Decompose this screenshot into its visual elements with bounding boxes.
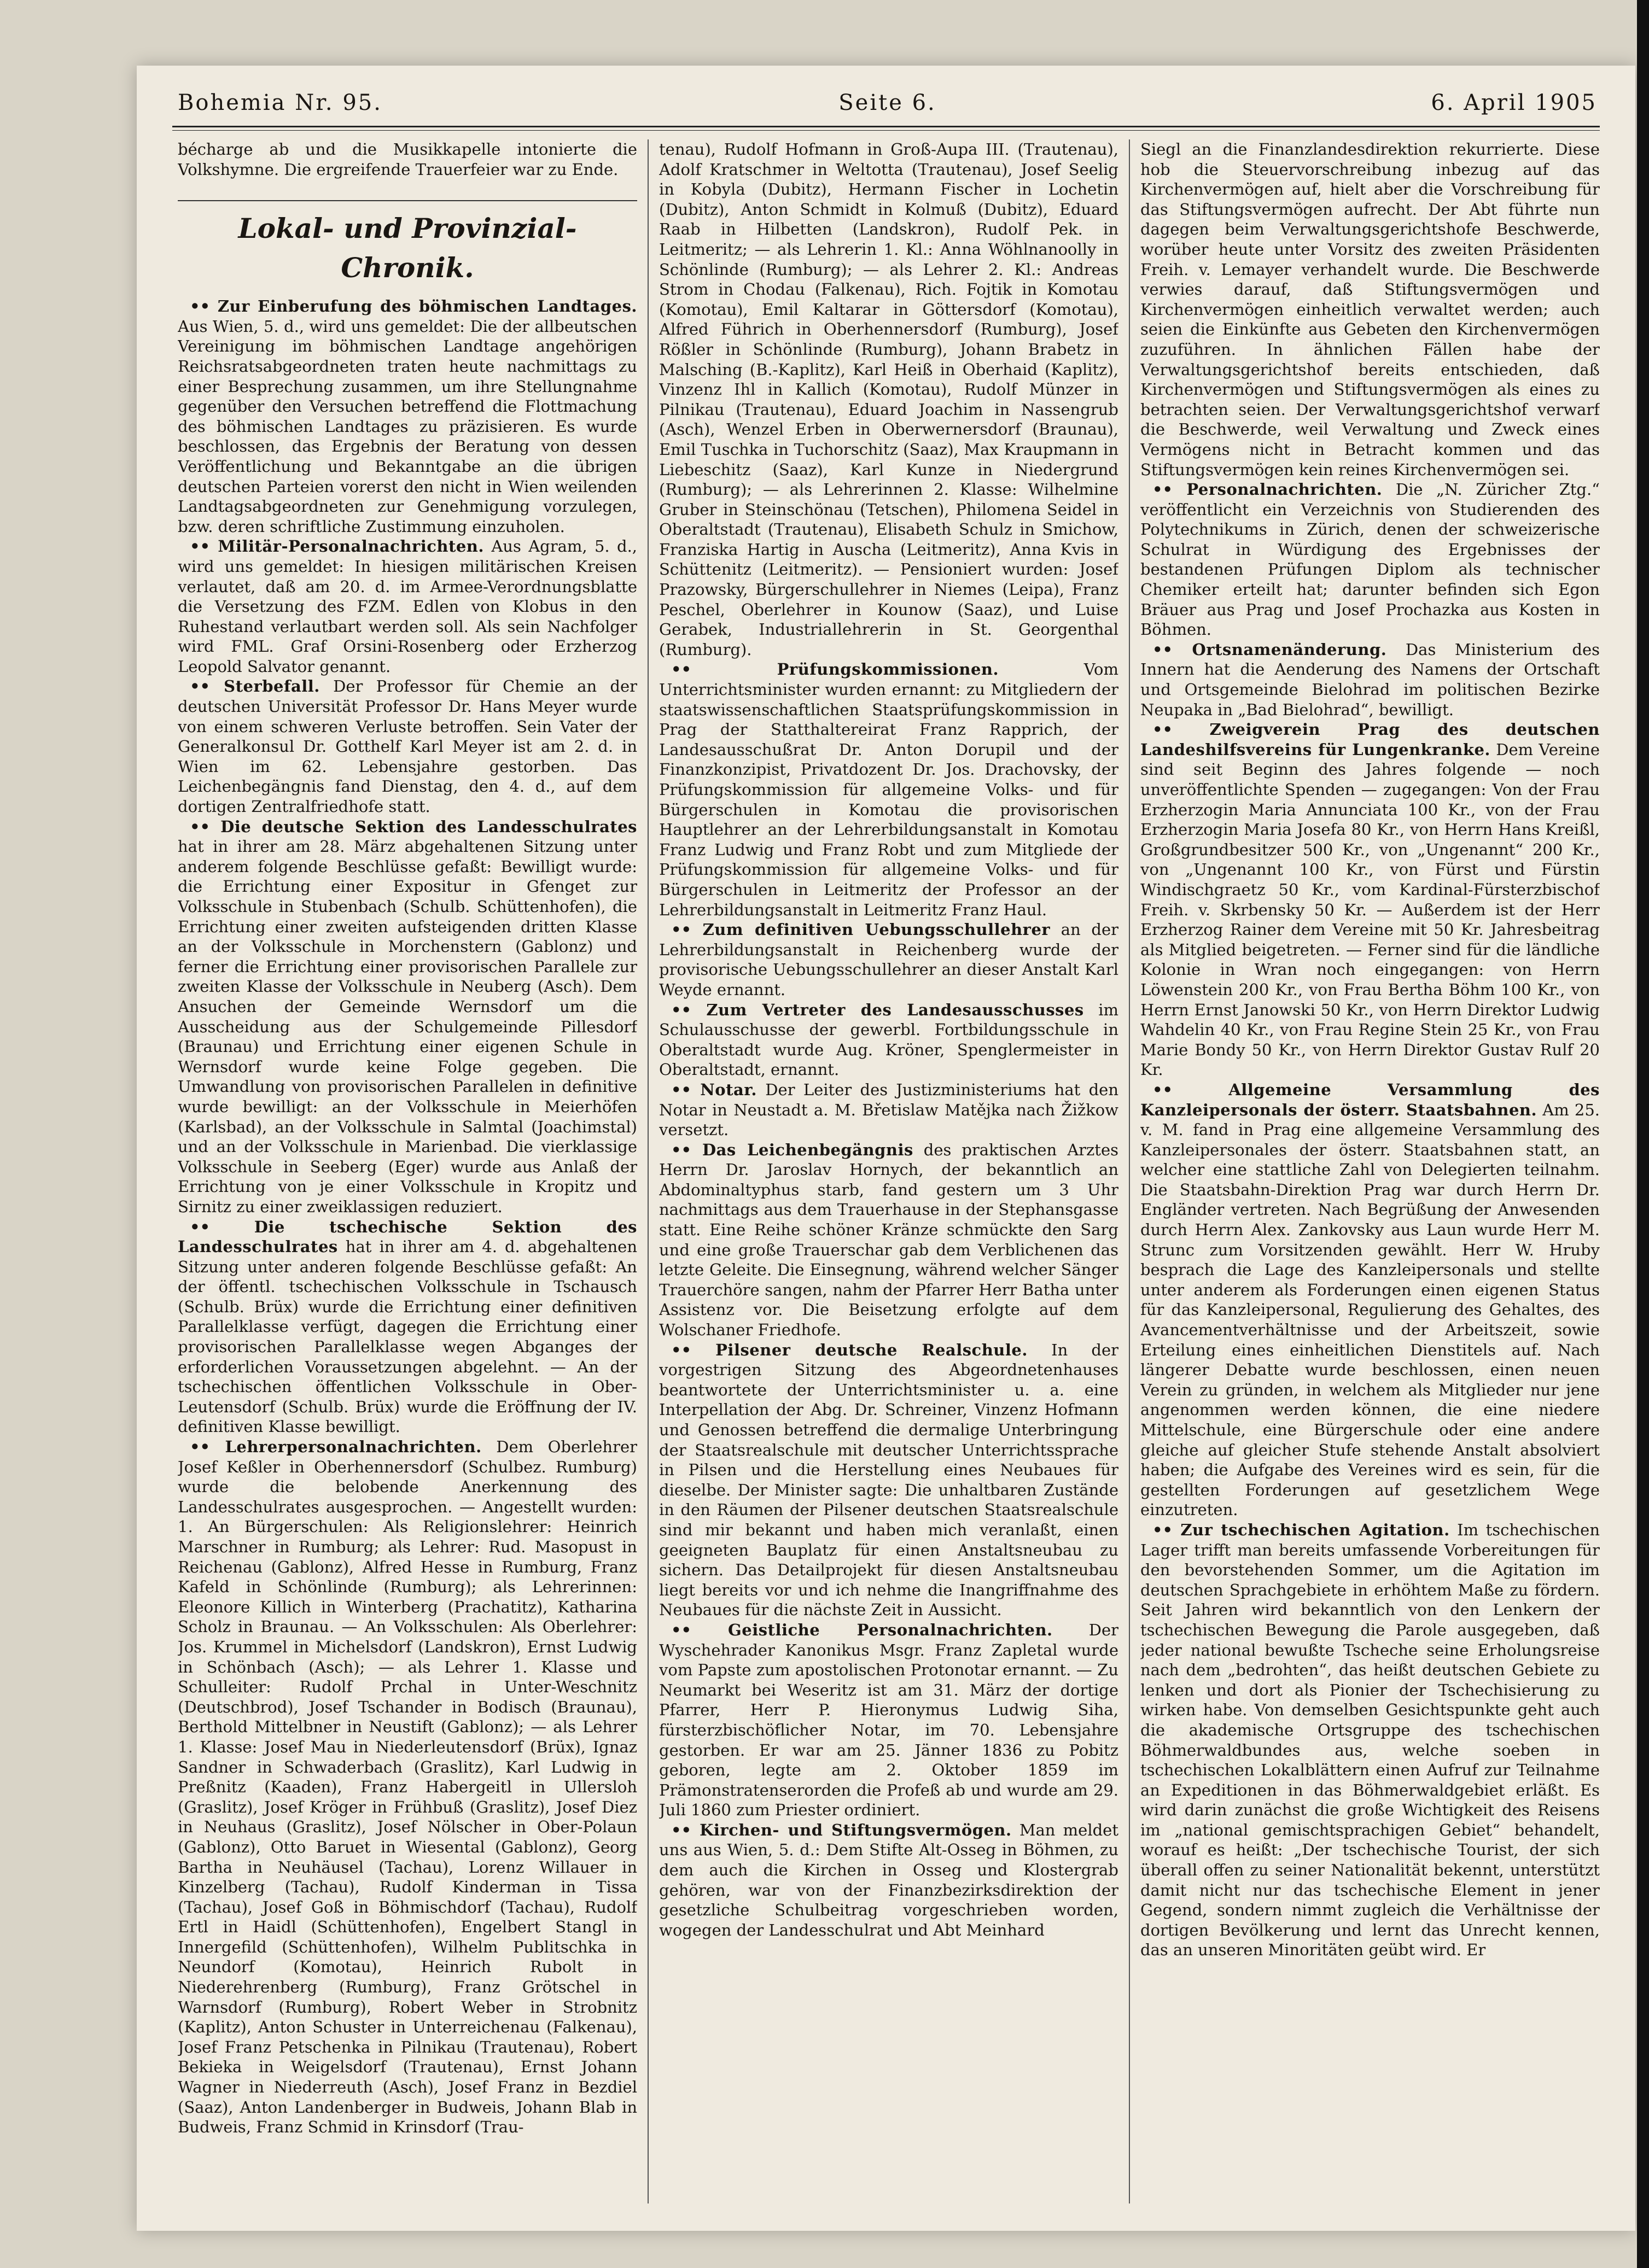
article-heading: Lehrerpersonalnachrichten. bbox=[225, 1437, 482, 1457]
article-heading: Prüfungskommissionen. bbox=[777, 660, 999, 679]
article-body: Der Professor für Chemie an der deutschen Universität Professor Dr. Hans Meyer wurde von einem schweren Verluste betroffen. Sein Vater der Generalkonsul Dr. Gotthelf Karl Meyer ist am 2. d. in Wien im 62. Lebensjahre gestorben. Das Leichenbegängnis fand Dienstag, den 4. d., auf dem dortigen Zentralfriedhofe statt. bbox=[178, 677, 637, 816]
article-body: Dem Vereine sind seit Beginn des Jahres folgende — noch unveröffentlichte Spenden — zugegangen: Von der Frau Erzherzogin Maria Annunciata 100 Kr., von der Frau Erzherzogin Maria Josefa 80 Kr., von Herrn Hans Kreißl, Großgrundbesitzer 500 Kr., von „Ungenannt“ 200 Kr., von „Ungenannt 100 Kr., von Fürst und Fürstin Windischgraetz 50 Kr., vom Kardinal-Fürsterzbischof Freih. v. Skrbensky 50 Kr. — Außerdem ist der Herr Erzherzog Rainer dem Vereine mit 50 Kr. Jahresbeitrag als Mitglied beigetreten. — Ferner sind für die ländliche Kolonie in Wran noch eingegangen: von Herrn Löwenstein 200 Kr., von Frau Bertha Böhm 100 Kr., von Herrn Ernst Janowski 50 Kr., von Herrn Direktor Ludwig Wahdelin 40 Kr., von Frau Regine Stein 25 Kr., von Frau Marie Bondy 50 Kr., von Herrn Direktor Gustav Rulf 20 Kr. bbox=[1140, 740, 1600, 1079]
article-body: Im tschechischen Lager trifft man bereits umfassende Vorbereitungen für den bevorstehenden Sommer, um die Agitation im deutschen Sprachgebiete in erhöhtem Maße zu fördern. Seit Jahren wird bekanntlich von den Lenkern der tschechischen Bewegung die Parole ausgegeben, daß jeder national bewußte Tscheche seine Erholungsreise nach dem „bedrohten“, das heißt deutschen Gebiete zu lenken und dort als Pionier der Tschechisierung zu wirken habe. Von demselben Gesichtspunkte geht auch die akademische Ortsgruppe des tschechischen Böhmerwaldbundes aus, welche soeben in tschechischen Lokalblättern einen Aufruf zur Teilnahme an Expeditionen in das Böhmerwaldgebiet erläßt. Es wird darin zunächst die große Wichtigkeit des Reisens im „national gemischtsprachigen Gebiet“ behandelt, worauf es heißt: „Der tschechische Tourist, der sich überall offen zu seiner Nationalität bekennt, unterstützt damit nicht nur das tschechische Element in jener Gegend, sondern nimmt zugleich die Verhältnisse der dortigen Bevölkerung und lernt das Unrecht kennen, das an unseren Minoritäten geübt wird. Er bbox=[1140, 1520, 1600, 1960]
header-rule bbox=[172, 126, 1600, 127]
article-continuation: tenau), Rudolf Hofmann in Groß-Aupa III. (Trautenau), Adolf Kratschmer in Weltotta (Trautenau), Josef Seelig in Kobyla (Dubitz), Hermann Fischer in Lochetin (Dubitz), Anton Schmidt in Kolmuß (Dubitz), Eduard Raab in Hilbetten (Landskron), Rudolf Pek. in Leitmeritz; — als Lehrerin 1. Kl.: Anna Wöhlnanoolly in Schönlinde (Rumburg); — als Lehrer 2. Kl.: Andreas Strom in Chodau (Falkenau), Rich. Fojtik in Komotau (Komotau), Emil Kaltarar in Göttersdorf (Komotau), Alfred Führich in Oberhennersdorf (Rumburg), Josef Rößler in Schönlinde (Rumburg), Johann Brabetz in Malsching (B.-Kaplitz), Karl Heiß in Oberhaid (Kaplitz), Vinzenz Ihl in Kallich (Komotau), Rudolf Münzer in Pilnikau (Trautenau), Eduard Joachim in Nassengrub (Asch), Wenzel Erben in Oberwernersdorf (Braunau), Emil Tuschka in Tuchorschitz (Saaz), Max Kraupmann in Liebeschitz (Saaz), Karl Kunze in Niedergrund (Rumburg); — als Lehrerinnen 2. Klasse: Wilhelmine Gruber in Steinschönau (Tetschen), Philomena Seidel in Oberaltstadt (Trautenau), Elisabeth Schulz in Smichow, Franziska Hartig in Auscha (Leitmeritz), Anna Kvis in Schüttenitz (Leitmeritz). — Pensioniert wurden: Josef Prazowsky, Bürgerschullehrer in Niemes (Leipa), Franz Peschel, Oberlehrer in Kounow (Saaz), und Luise Gerabek, Industriallehrerin in St. Georgenthal (Rumburg). bbox=[659, 140, 1118, 659]
article-bullet: •• bbox=[671, 1140, 702, 1159]
article-heading: Die tschechische Sektion des Landesschulrates bbox=[178, 1217, 637, 1256]
article-item bbox=[659, 1080, 1118, 1140]
article-body: hat in ihrer am 4. d. abgehaltenen Sitzung unter anderen folgende Beschlüsse gefaßt: An der öffentl. tschechischen Volksschule in Tschausch (Schulb. Brüx) wurde die Errichtung einer definitiven Parallelklasse verfügt, dagegen die Errichtung einer provisorischen Parallelklasse wegen Abganges der erforderlichen Voraussetzungen abgelehnt. — An der tschechischen öffentlichen Volksschule in Ober-Leutensdorf (Schulb. Brüx) wurde die Eröffnung der IV. definitiven Klasse bewilligt. bbox=[178, 1237, 637, 1436]
article-heading: Zweigverein Prag des deutschen Landeshilfsvereins für Lungenkranke. bbox=[1140, 720, 1600, 759]
article-heading: Allgemeine Versammlung des Kanzleipersonals der österr. Staatsbahnen. bbox=[1140, 1080, 1600, 1119]
newspaper-page bbox=[137, 66, 1635, 2231]
article-body: hat in ihrer am 28. März abgehaltenen Sitzung unter anderem folgende Beschlüsse gefaßt: Bewilligt wurde: die Errichtung einer Expositur in Gfenget zur Volksschule in Stubenbach (Schulb. Schüttenhofen), die Errichtung einer zweiten aufsteigenden dritten Klasse an der Volksschule in Morchenstern (Gablonz) und ferner die Errichtung einer provisorischen Parallele zur zweiten Klasse der Volksschule in Neuberg (Asch). Dem Ansuchen der Gemeinde Wernsdorf um die Ausscheidung aus der Schulgemeinde Pillesdorf (Braunau) und Errichtung einer eigenen Schule in Wernsdorf wurde keine Folge gegeben. Die Umwandlung von provisorischen Parallelen in definitive wurde bewilligt: an der Volksschule in Meierhöfen (Karlsbad), an der Volksschule in Salmtal (Joachimstal) und an der Volksschule in Marienbad. Die vierklassige Volksschule in Seeberg (Eger) wurde aus Anlaß der Errichtung von je einer Volksschule in Kropitz und Sirnitz zu einer zweiklassigen reduziert. bbox=[178, 837, 637, 1216]
article-item bbox=[178, 1437, 637, 2137]
article-body: im Schulausschusse der gewerbl. Fortbildungsschule in Oberaltstadt wurde Aug. Kröner, Spenglermeister in Oberaltstadt, ernannt. bbox=[659, 1000, 1118, 1079]
article-bullet: •• bbox=[671, 660, 777, 679]
scan-edge bbox=[1637, 0, 1649, 2268]
article-continuation: bécharge ab und die Musikkapelle intonierte die Volkshymne. Die ergreifende Trauerfeier war zu Ende. bbox=[178, 140, 637, 179]
article-body: Am 25. v. M. fand in Prag eine allgemeine Versammlung des Kanzleipersonales der österr. Staatsbahnen statt, an welcher eine stattliche Zahl von Delegierten teilnahm. Die Staatsbahn-Direktion Prag war durch Herrn Dr. Engländer vertreten. Nach Begrüßung der Anwesenden durch Herrn Alex. Zankovsky aus Laun wurde Herr M. Strunc zum Vorsitzenden gewählt. Herr W. Hruby besprach die Lage des Kanzleipersonals und stellte unter anderem als Forderungen einen eigenen Status für das Kanzleipersonal, Regulierung des Gehaltes, des Avancementverhältnisse und der Arbeitszeit, sowie Erteilung eines einheitlichen Dienstitels auf. Nach längerer Debatte wurde beschlossen, einen neuen Verein zu gründen, in welchem als Mitglieder nur jene angenommen werden können, die eine niedere Mittelschule, eine Bürgerschule oder eine andere gleiche auf gleicher Stufe stehende Anstalt absolviert haben; die Aufgabe des Vereines wird es sein, für die gestellten Forderungen auf gesetzlichem Wege einzutreten. bbox=[1140, 1100, 1600, 1519]
article-heading: Personalnachrichten. bbox=[1186, 480, 1383, 499]
article-list bbox=[659, 659, 1118, 1940]
article-heading: Zur tschechischen Agitation. bbox=[1180, 1520, 1450, 1539]
article-item bbox=[1140, 1080, 1600, 1520]
article-item bbox=[659, 1140, 1118, 1340]
article-bullet: •• bbox=[190, 537, 218, 556]
article-body: In der vorgestrigen Sitzung des Abgeordnetenhauses beantwortete der Unterrichtsminister u. a. eine Interpellation der Abg. Dr. Schreiner, Vinzenz Hofmann und Genossen betreffend die dermalige Unterbringung der Staatsrealschule mit deutscher Unterrichtssprache in Pilsen und die Herstellung eines Neubaues für dieselbe. Der Minister sagte: Die unhaltbaren Zustände in den Räumen der Pilsener deutschen Staatsrealschule sind mir bekannt und haben mich veranlaßt, einen geeigneten Bauplatz für einen Anstaltsneubau zu sichern. Das Detailprojekt für diesen Anstaltsneubau liegt bereits vor und ich nehme die Inangriffnahme des Neubaues für die nächste Zeit in Aussicht. bbox=[659, 1340, 1118, 1620]
article-body: Die „N. Züricher Ztg.“ veröffentlicht ein Verzeichnis von Studierenden des Polytechnikums in Zürich, denen der schweizerische Schulrat in Würdigung des Ergebnisses der bestandenen Prüfungen Diplom als technischer Chemiker erteilt hat; darunter befinden sich Egon Bräuer aus Prag und Josef Prochazka aus Kosten in Böhmen. bbox=[1140, 480, 1600, 639]
article-item bbox=[659, 659, 1118, 920]
article-item bbox=[1140, 720, 1600, 1080]
article-body: des praktischen Arztes Herrn Dr. Jaroslav Hornych, der bekanntlich an Abdominaltyphus starb, fand gestern um 3 Uhr nachmittags aus dem Trauerhause in der Stephansgasse statt. Eine Reihe schöner Kränze schmückte den Sarg und eine große Trauerschar gab dem Verblichenen das letzte Geleite. Die Einsegnung, während welcher Sänger Trauerchöre sangen, nahm der Pfarrer Herr Batha unter Assistenz vor. Die Beisetzung erfolgte auf dem Wolschaner Friedhofe. bbox=[659, 1140, 1118, 1340]
article-item bbox=[1140, 480, 1600, 640]
article-body: Dem Oberlehrer Josef Keßler in Oberhennersdorf (Schulbez. Rumburg) wurde die belobende Anerkennung des Landesschulrates ausgesprochen. — Angestellt wurden: 1. An Bürgerschulen: Als Religionslehrer: Heinrich Marschner in Rumburg; als Lehrer: Rud. Masopust in Reichenau (Gablonz), Alfred Hesse in Rumburg, Franz Kafeld in Schönlinde (Rumburg); als Lehrerinnen: Eleonore Killich in Winterberg (Prachatitz), Katharina Scholz in Braunau. — An Volksschulen: Als Oberlehrer: Jos. Krummel in Michelsdorf (Landskron), Ernst Ludwig in Schönbach (Asch); — als Lehrer 1. Klasse und Schulleiter: Rudolf Prchal in Unter-Weschnitz (Deutschbrod), Josef Tschander in Bodisch (Braunau), Berthold Mittelbner in Neustift (Gablonz); — als Lehrer 1. Klasse: Josef Mau in Niederleutensdorf (Brüx), Ignaz Sandner in Schwaderbach (Graslitz), Karl Ludwig in Preßnitz (Kaaden), Franz Habergeitl in Ullersloh (Graslitz), Josef Kröger in Frühbuß (Graslitz), Josef Diez in Neuhaus (Graslitz), Josef Nölscher in Ober-Polaun (Gablonz), Otto Baruet in Wiesental (Gablonz), Georg Bartha in Neuhäusel (Tachau), Lorenz Willauer in Kinzelberg (Tachau), Rudolf Kinderman in Tissa (Tachau), Josef Goß in Böhmischdorf (Tachau), Rudolf Ertl in Haidl (Schüttenhofen), Engelbert Stangl in Innergefild (Schüttenhofen), Wilhelm Publitschka in Neundorf (Komotau), Heinrich Rubolt in Niederehrenberg (Rumburg), Franz Grötschel in Warnsdorf (Rumburg), Robert Weber in Strobnitz (Kaplitz), Anton Schuster in Unterreichenau (Falkenau), Josef Franz Petschenka in Pilnikau (Trautenau), Robert Bekieka in Weigelsdorf (Trautenau), Ernst Johann Wagner in Niederreuth (Asch), Josef Franz in Bezdiel (Saaz), Anton Landenberger in Budweis, Johann Blab in Budweis, Franz Schmid in Krinsdorf (Trau- bbox=[178, 1437, 637, 2137]
article-item bbox=[659, 1620, 1118, 1820]
article-bullet: •• bbox=[671, 920, 703, 939]
article-list bbox=[178, 296, 637, 2137]
article-item bbox=[178, 296, 637, 536]
article-continuation: Siegl an die Finanzlandesdirektion rekurrierte. Diese hob die Steuervorschreibung inbezug auf das Kirchenvermögen auf, hielt aber die Vorschreibung für das Stiftungsvermögen aufrecht. Der Abt führte nun dagegen beim Verwaltungsgerichtshofe Beschwerde, worüber heute unter Vorsitz des zweiten Präsidenten Freih. v. Lemayer verhandelt wurde. Die Beschwerde verwies darauf, daß Stiftungsvermögen und Kirchenvermögen einheitlich verwaltet werden; auch seien die Einkünfte aus Gebeten den Kirchenvermögen zuzuführen. In ähnlichen Fällen habe der Verwaltungsgerichtshof bereits entschieden, daß Kirchenvermögen und Stiftungsvermögen als eines zu betrachten seien. Der Verwaltungsgerichtshof verwarf die Beschwerde, weil Verwaltung und Zweck eines Vermögens nicht in Betracht kommen und das Stiftungsvermögen kein reines Kirchenvermögen sei. bbox=[1140, 140, 1600, 479]
article-body: Der Wyschehrader Kanonikus Msgr. Franz Zapletal wurde vom Papste zum apostolischen Protonotar ernannt. — Zu Neumarkt bei Weseritz ist am 31. März der dortige Pfarrer, Herr P. Hieronymus Ludwig Siha, fürsterzbischöflicher Notar, im 70. Lebensjahre gestorben. Er war am 25. Jänner 1836 zu Pobitz geboren, legte am 2. Oktober 1859 im Prämonstratenserorden die Profeß ab und wurde am 29. Juli 1860 zum Priester ordiniert. bbox=[659, 1620, 1118, 1820]
article-heading: Notar. bbox=[700, 1080, 757, 1099]
column-1 bbox=[178, 139, 637, 2209]
article-bullet: •• bbox=[1152, 480, 1187, 499]
article-bullet: •• bbox=[671, 1080, 701, 1099]
article-item bbox=[659, 1340, 1118, 1620]
article-bullet: •• bbox=[1152, 640, 1192, 659]
article-item bbox=[659, 1000, 1118, 1080]
article-bullet: •• bbox=[190, 817, 221, 836]
article-heading: Das Leichenbegängnis bbox=[702, 1140, 913, 1159]
page-header bbox=[178, 90, 1597, 123]
section-title: Lokal- und Provinzial-Chronik. bbox=[178, 200, 637, 288]
article-body: Aus Agram, 5. d., wird uns gemeldet: In hiesigen militärischen Kreisen verlautet, daß am 20. d. im Armee-Verordnungsblatte die Versetzung des FZM. Edlen von Klobus in den Ruhestand verlautbart werden soll. Als sein Nachfolger wird FML. Graf Orsini-Rosenberg oder Erzherzog Leopold Salvator genannt. bbox=[178, 537, 637, 676]
article-bullet: •• bbox=[190, 1437, 225, 1457]
column-divider bbox=[648, 139, 649, 2203]
article-body: Der Leiter des Justizministeriums hat den Notar in Neustadt a. M. Břetislaw Matějka nach Žižkow versetzt. bbox=[659, 1080, 1118, 1139]
article-heading: Zum Vertreter des Landesausschusses bbox=[706, 1000, 1084, 1019]
article-item bbox=[178, 676, 637, 816]
article-heading: Geistliche Personalnachrichten. bbox=[728, 1620, 1053, 1639]
article-item bbox=[178, 817, 637, 1217]
article-item bbox=[178, 536, 637, 676]
article-item bbox=[659, 920, 1118, 999]
header-page-number: Seite 6. bbox=[838, 90, 936, 115]
article-heading: Zum definitiven Uebungsschullehrer bbox=[702, 920, 1051, 939]
article-bullet: •• bbox=[190, 677, 224, 696]
article-bullet: •• bbox=[190, 297, 218, 316]
article-item bbox=[178, 1217, 637, 1437]
article-bullet: •• bbox=[1152, 1520, 1181, 1539]
article-body: Aus Wien, 5. d., wird uns gemeldet: Die der allbeutschen Vereinigung im böhmischen Landtage angehörigen Reichsratsabgeordneten traten heute nachmittags zu einer Besprechung zusammen, um ihre Stellungnahme gegenüber den Versuchen betreffend die Flottmachung des böhmischen Landtages zu präzisieren. Es wurde beschlossen, das Ergebnis der Beratung von dessen Veröffentlichung und Bekanntgabe an die übrigen deutschen Parteien vorerst den nicht in Wien weilenden Landtagsabgeordneten zur Genehmigung vorzulegen, bzw. deren schriftliche Zustimmung einzuholen. bbox=[178, 317, 637, 536]
column-2 bbox=[659, 139, 1118, 2209]
article-item bbox=[1140, 640, 1600, 720]
article-bullet: •• bbox=[671, 1820, 700, 1839]
article-list bbox=[1140, 480, 1600, 1960]
article-body: an der Lehrerbildungsanstalt in Reichenberg wurde der provisorische Uebungsschullehrer an dieser Anstalt Karl Weyde ernannt. bbox=[659, 920, 1118, 999]
header-rule-thin bbox=[172, 130, 1600, 131]
article-heading: Pilsener deutsche Realschule. bbox=[715, 1340, 1028, 1359]
column-divider bbox=[1129, 139, 1130, 2203]
article-body: Das Ministerium des Innern hat die Aenderung des Namens der Ortschaft und Ortsgemeinde Bielohrad im politischen Bezirke Neupaka in „Bad Bielohrad“, bewilligt. bbox=[1140, 640, 1600, 719]
article-bullet: •• bbox=[190, 1217, 254, 1236]
article-heading: Zur Einberufung des böhmischen Landtages. bbox=[217, 297, 637, 316]
header-issue: Bohemia Nr. 95. bbox=[178, 90, 382, 115]
article-item bbox=[1140, 1520, 1600, 1960]
article-bullet: •• bbox=[671, 1340, 716, 1359]
article-body: Man meldet uns aus Wien, 5. d.: Dem Stifte Alt-Osseg in Böhmen, zu dem auch die Kirchen in Osseg und Klostergrab gehören, war von der Finanzbezirksdirektion der gesetzliche Schulbeitrag vorgeschrieben worden, wogegen der Landesschulrat und Abt Meinhard bbox=[659, 1820, 1118, 1939]
column-3 bbox=[1140, 139, 1600, 2209]
article-bullet: •• bbox=[671, 1620, 729, 1639]
article-body: Vom Unterrichtsminister wurden ernannt: zu Mitgliedern der staatswissenschaftlichen Staatsprüfungskommission in Prag der Statthaltereirat Franz Rapprich, der Landesausschußrat Dr. Anton Dorupil und der Finanzkonzipist, Privatdozent Dr. Jos. Drachovsky, der Prüfungskommission für allgemeine Volks- und für Bürgerschulen in Komotau die provisorischen Hauptlehrer an der Lehrerbildungsanstalt in Komotau Franz Ludwig und Franz Robt und zum Mitgliede der Prüfungskommission für allgemeine Volks- und für Bürgerschulen in Leitmeritz der Professor an der Lehrerbildungsanstalt in Leitmeritz Franz Haul. bbox=[659, 660, 1118, 919]
article-heading: Sterbefall. bbox=[224, 677, 320, 696]
article-bullet: •• bbox=[1152, 720, 1210, 739]
article-heading: Die deutsche Sektion des Landesschulrates bbox=[220, 817, 637, 836]
article-bullet: •• bbox=[671, 1000, 707, 1019]
article-bullet: •• bbox=[1152, 1080, 1229, 1099]
article-heading: Ortsnamenänderung. bbox=[1192, 640, 1387, 659]
article-item bbox=[659, 1820, 1118, 1940]
header-date: 6. April 1905 bbox=[1431, 90, 1597, 115]
article-heading: Kirchen- und Stiftungsvermögen. bbox=[700, 1820, 1012, 1839]
article-heading: Militär-Personalnachrichten. bbox=[218, 537, 484, 556]
